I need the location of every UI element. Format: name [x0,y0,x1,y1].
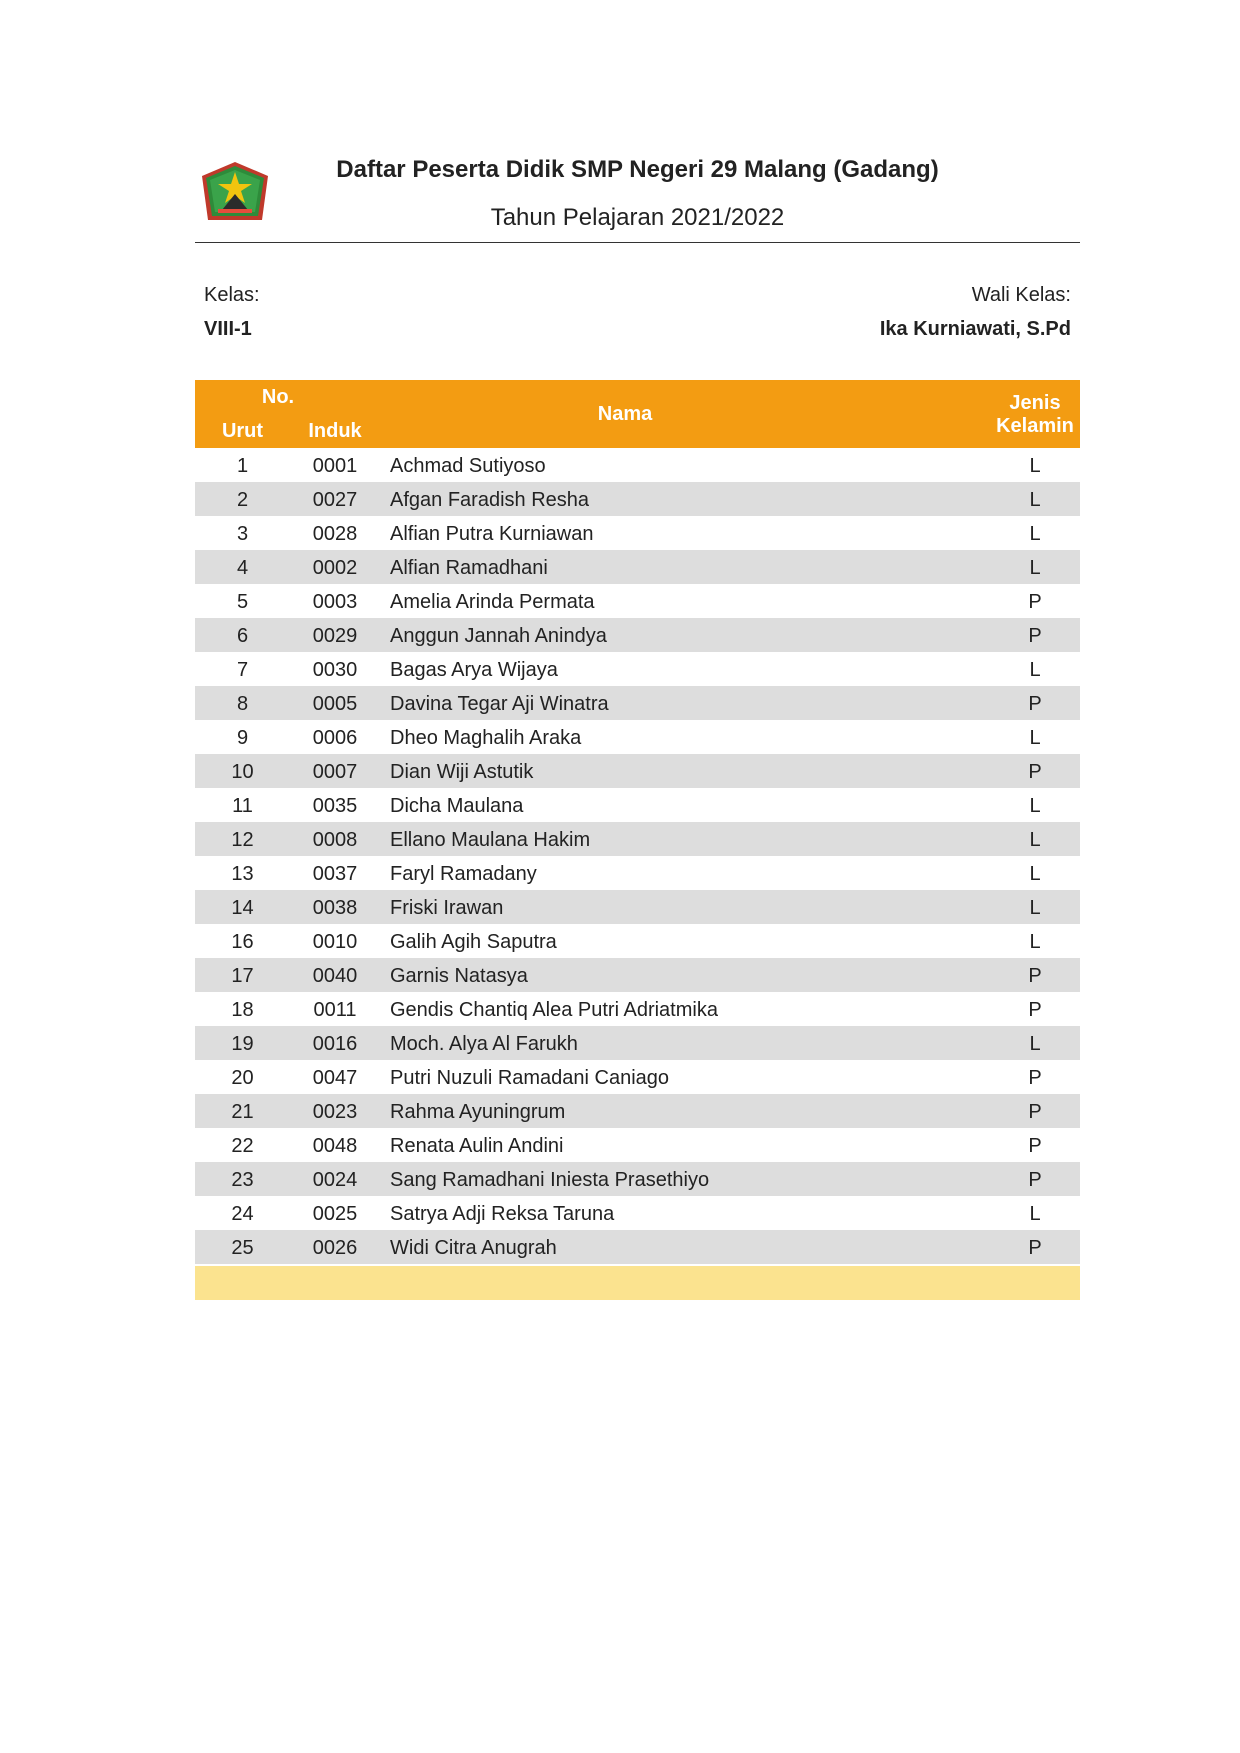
table-row [195,1128,1080,1162]
cell-jenis-kelamin: P [1028,1101,1042,1123]
cell-induk: 0023 [312,1101,358,1123]
cell-jenis-kelamin: L [1029,931,1041,953]
cell-induk: 0035 [312,795,358,817]
cell-nama: Achmad Sutiyoso [390,455,546,477]
cell-urut: 5 [236,591,249,613]
table-row [195,788,1080,822]
cell-induk: 0001 [312,455,358,477]
cell-urut: 16 [231,931,254,953]
cell-urut: 11 [232,795,253,817]
cell-induk: 0038 [312,897,358,919]
cell-urut: 17 [231,965,254,987]
cell-induk: 0040 [312,965,358,987]
table-row [195,1060,1080,1094]
cell-nama: Davina Tegar Aji Winatra [390,693,609,715]
cell-nama: Alfian Ramadhani [390,557,548,579]
cell-jenis-kelamin: L [1029,795,1041,817]
table-row [195,992,1080,1026]
cell-urut: 13 [231,863,254,885]
table-row [195,516,1080,550]
cell-urut: 10 [231,761,254,783]
cell-urut: 22 [231,1135,254,1157]
cell-nama: Ellano Maulana Hakim [390,829,591,851]
cell-jenis-kelamin: L [1029,523,1041,545]
table-row [195,550,1080,584]
cell-jenis-kelamin: L [1029,1203,1041,1225]
cell-nama: Dian Wiji Astutik [390,761,534,783]
table-row [195,1094,1080,1128]
cell-nama: Gendis Chantiq Alea Putri Adriatmika [390,999,718,1021]
cell-induk: 0011 [313,999,357,1021]
cell-jenis-kelamin: L [1029,727,1041,749]
cell-nama: Rahma Ayuningrum [390,1101,566,1123]
cell-induk: 0007 [312,761,358,783]
cell-nama: Afgan Faradish Resha [390,489,590,511]
cell-jenis-kelamin: P [1028,965,1042,987]
wali-kelas-value: Ika Kurniawati, S.Pd [879,318,1071,340]
cell-urut: 25 [231,1237,254,1259]
cell-nama: Moch. Alya Al Farukh [390,1033,578,1055]
header-jenis: Jenis [1009,392,1061,414]
cell-induk: 0028 [312,523,358,545]
header-urut: Urut [221,420,264,442]
cell-urut: 14 [231,897,254,919]
cell-jenis-kelamin: L [1029,489,1041,511]
cell-induk: 0005 [312,693,358,715]
cell-urut: 20 [231,1067,254,1089]
cell-nama: Satrya Adji Reksa Taruna [390,1203,615,1225]
header-divider [195,242,1080,243]
header-induk: Induk [308,420,362,442]
cell-jenis-kelamin: P [1028,1067,1042,1089]
header-kelamin: Kelamin [996,415,1074,437]
cell-urut: 8 [236,693,249,715]
cell-induk: 0048 [312,1135,358,1157]
table-row [195,584,1080,618]
cell-nama: Dheo Maghalih Araka [390,727,582,749]
cell-nama: Alfian Putra Kurniawan [390,523,594,545]
table-header [195,380,1080,448]
table-row [195,754,1080,788]
table-row [195,618,1080,652]
cell-induk: 0030 [312,659,358,681]
cell-urut: 19 [231,1033,254,1055]
document-subtitle: Tahun Pelajaran 2021/2022 [490,204,785,231]
cell-urut: 3 [236,523,249,545]
cell-urut: 9 [236,727,249,749]
cell-induk: 0010 [312,931,358,953]
cell-jenis-kelamin: P [1028,625,1042,647]
cell-jenis-kelamin: L [1029,557,1041,579]
cell-induk: 0016 [312,1033,358,1055]
table-row [195,856,1080,890]
cell-jenis-kelamin: L [1029,897,1041,919]
cell-nama: Bagas Arya Wijaya [390,659,558,681]
table-row [195,1162,1080,1196]
cell-induk: 0002 [312,557,358,579]
table-row [195,1230,1080,1264]
cell-jenis-kelamin: P [1028,1169,1042,1191]
table-row [195,822,1080,856]
table-body [195,448,1080,1264]
cell-induk: 0029 [312,625,358,647]
cell-jenis-kelamin: L [1029,863,1041,885]
cell-nama: Galih Agih Saputra [390,931,557,953]
cell-urut: 7 [236,659,249,681]
cell-induk: 0027 [312,489,358,511]
cell-nama: Sang Ramadhani Iniesta Prasethiyo [390,1169,710,1191]
table-row [195,686,1080,720]
table-row [195,924,1080,958]
cell-jenis-kelamin: P [1028,693,1042,715]
cell-nama: Renata Aulin Andini [390,1135,564,1157]
cell-jenis-kelamin: P [1028,591,1042,613]
cell-jenis-kelamin: L [1029,829,1041,851]
cell-nama: Widi Citra Anugrah [390,1237,557,1259]
table-row [195,890,1080,924]
cell-jenis-kelamin: L [1029,659,1041,681]
cell-nama: Dicha Maulana [390,795,524,817]
cell-urut: 1 [236,455,249,477]
header-no: No. [261,386,295,408]
cell-nama: Garnis Natasya [390,965,528,987]
cell-urut: 2 [236,489,249,511]
cell-urut: 18 [231,999,254,1021]
cell-induk: 0003 [312,591,358,613]
cell-urut: 23 [231,1169,254,1191]
header-nama: Nama [597,403,653,425]
cell-urut: 6 [236,625,249,647]
cell-nama: Friski Irawan [390,897,504,919]
cell-jenis-kelamin: P [1028,761,1042,783]
cell-induk: 0024 [312,1169,358,1191]
cell-jenis-kelamin: L [1029,455,1041,477]
cell-jenis-kelamin: P [1028,999,1042,1021]
cell-induk: 0037 [312,863,358,885]
cell-nama: Putri Nuzuli Ramadani Caniago [390,1067,670,1089]
cell-urut: 24 [231,1203,254,1225]
table-footer-bar [195,1266,1080,1300]
cell-urut: 4 [236,557,249,579]
cell-nama: Amelia Arinda Permata [390,591,595,613]
cell-jenis-kelamin: L [1029,1033,1041,1055]
table-row [195,1196,1080,1230]
document-title: Daftar Peserta Didik SMP Negeri 29 Malang (Gadang) [336,156,939,183]
table-row [195,720,1080,754]
kelas-label: Kelas: [204,284,260,306]
cell-induk: 0025 [312,1203,358,1225]
cell-nama: Anggun Jannah Anindya [390,625,607,647]
cell-induk: 0026 [312,1237,358,1259]
table-row [195,652,1080,686]
table-row [195,958,1080,992]
cell-jenis-kelamin: P [1028,1237,1042,1259]
cell-urut: 12 [231,829,254,851]
cell-jenis-kelamin: P [1028,1135,1042,1157]
kelas-value: VIII-1 [204,318,252,340]
cell-nama: Faryl Ramadany [390,863,537,885]
header-jenis-kelamin [990,392,1080,438]
wali-kelas-label: Wali Kelas: [971,284,1071,306]
cell-induk: 0006 [312,727,358,749]
cell-induk: 0008 [312,829,358,851]
table-row [195,1026,1080,1060]
table-row [195,482,1080,516]
cell-induk: 0047 [312,1067,358,1089]
table-row [195,448,1080,482]
cell-urut: 21 [231,1101,254,1123]
